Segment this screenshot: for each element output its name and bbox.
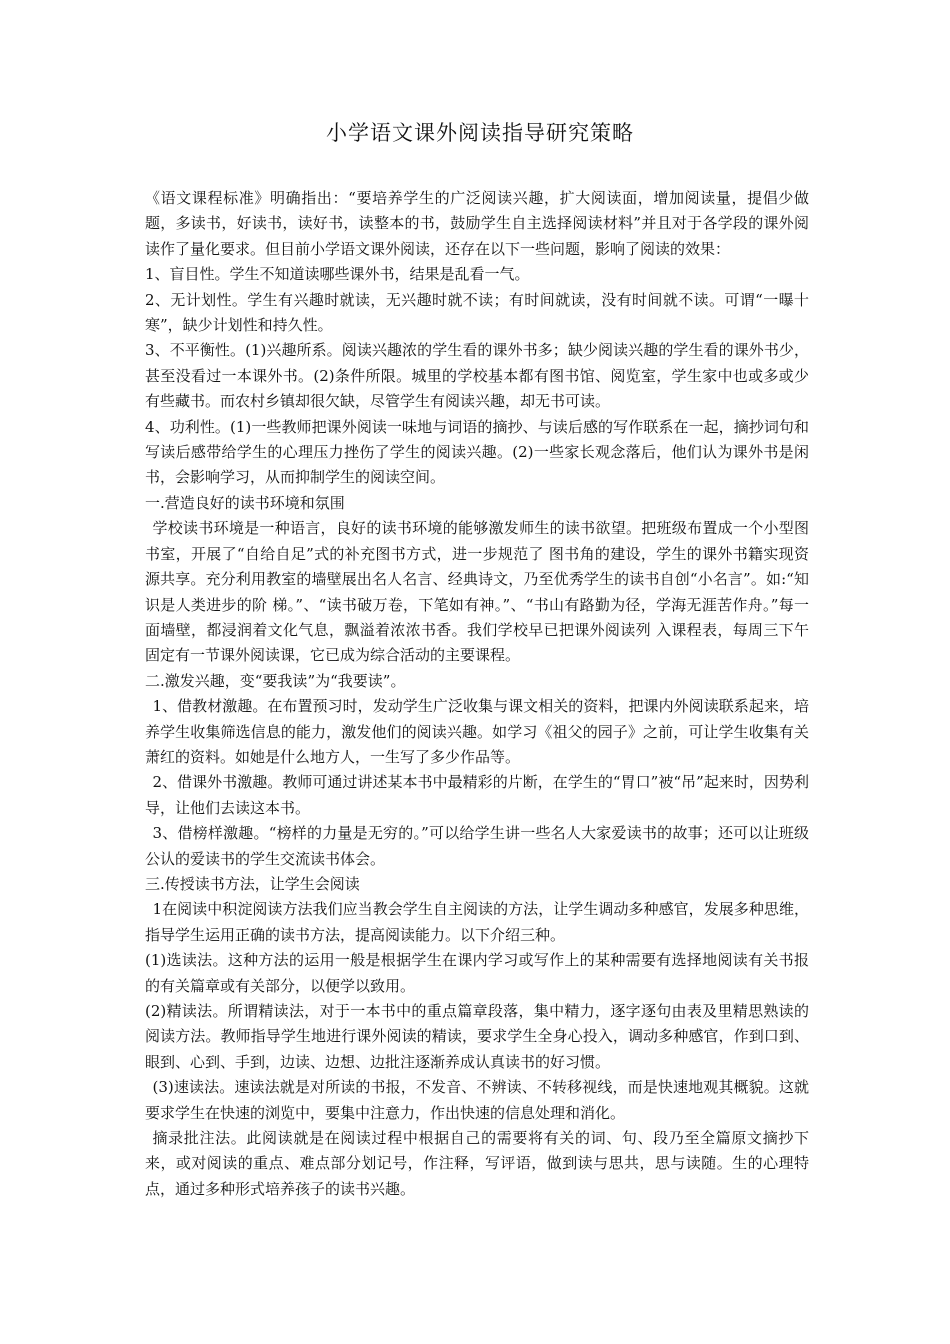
problem-3: 3、不平衡性。(1)兴趣所系。阅读兴趣浓的学生看的课外书多；缺少阅读兴趣的学生看的课外书少，甚至没看过一本课外书。(2)条件所限。城里的学校基本都有图书馆、阅览室，学生家中也或多或少有些藏书。而农村乡镇却很欠缺，尽管学生有阅读兴趣，却无书可读。 (145, 341, 809, 411)
document-body (145, 186, 809, 1202)
section-2-item-1: 1、借教材激趣。在布置预习时，发动学生广泛收集与课文相关的资料，把课内外阅读联系起来，培养学生收集筛选信息的能力，激发他们的阅读兴趣。如学习《祖父的园子》之前，可让学生收集有关萧红的资料。如她是什么地方人，一生写了多少作品等。 (145, 697, 809, 766)
document-page (145, 118, 809, 1202)
section-heading-1: 一.营造良好的读书环境和氛围 (145, 493, 345, 512)
section-2-item-3: 3、借榜样激趣。“榜样的力量是无穷的。”可以给学生讲一些名人大家爱读书的故事；还可以让班级公认的爱读书的学生交流读书体会。 (145, 824, 809, 868)
method-intensive-reading: (2)精读法。所谓精读法，对于一本书中的重点篇章段落，集中精力，逐字逐句由表及里精思熟读的阅读方法。教师指导学生地进行课外阅读的精读，要求学生全身心投入，调动多种感官，作到口到、眼到、心到、手到，边读、边想、边批注逐渐养成认真读书的好习惯。 (145, 1002, 809, 1071)
section-heading-3: 三.传授读书方法，让学生会阅读 (145, 874, 360, 893)
intro-paragraph: 《语文课程标准》明确指出：“要培养学生的广泛阅读兴趣，扩大阅读面，增加阅读量，提倡少做题，多读书，好读书，读好书，读整本的书，鼓励学生自主选择阅读材料”并且对于各学段的课外阅读作了量化要求。但目前小学语文课外阅读，还存在以下一些问题，影响了阅读的效果： (145, 189, 809, 258)
problem-4: 4、功利性。(1)一些教师把课外阅读一味地与词语的摘抄、与读后感的写作联系在一起，摘抄词句和写读后感带给学生的心理压力挫伤了学生的阅读兴趣。(2)一些家长观念落后，他们认为课外书是闲书，会影响学习，从而抑制学生的阅读空间。 (145, 417, 809, 487)
method-selective-reading: (1)选读法。这种方法的运用一般是根据学生在课内学习或写作上的某种需要有选择地阅读有关书报的有关篇章或有关部分，以便学以致用。 (145, 951, 809, 995)
section-2-item-2: 2、借课外书激趣。教师可通过讲述某本书中最精彩的片断，在学生的“胃口”被“吊”起来时，因势利导，让他们去读这本书。 (145, 773, 809, 817)
method-excerpt-annotation: 摘录批注法。此阅读就是在阅读过程中根据自己的需要将有关的词、句、段乃至全篇原文摘抄下来，或对阅读的重点、难点部分划记号，作注释，写评语，做到读与思共，思与读随。生的心理特点，通过多种形式培养孩子的读书兴趣。 (145, 1129, 809, 1198)
problem-2: 2、无计划性。学生有兴趣时就读，无兴趣时就不读；有时间就读，没有时间就不读。可谓“一曝十寒”，缺少计划性和持久性。 (145, 290, 809, 335)
document-title: 小学语文课外阅读指导研究策略 (326, 121, 634, 145)
section-1-body: 学校读书环境是一种语言，良好的读书环境的能够激发师生的读书欲望。把班级布置成一个小型图书室，开展了“自给自足”式的补充图书方式，进一步规范了 图书角的建设，学生的课外书籍实现资源共享。充分利用教室的墙壁展出名人名言、经典诗文，乃至优秀学生的读书自创“小名言”。如:“知识是人类进步的阶 梯。”、“读书破万卷，下笔如有神。”、“书山有路勤为径，学海无涯苦作舟。”每一面墙壁，都浸润着文化气息，飘溢着浓浓书香。我们学校早已把课外阅读列 入课程表，每周三下午固定有一节课外阅读课，它已成为综合活动的主要课程。 (145, 519, 809, 665)
problem-1: 1、盲目性。学生不知道读哪些课外书，结果是乱看一气。 (145, 265, 530, 284)
section-3-intro: 1在阅读中积淀阅读方法我们应当教会学生自主阅读的方法，让学生调动多种感官，发展多种思维，指导学生运用正确的读书方法，提高阅读能力。以下介绍三种。 (145, 900, 809, 944)
section-heading-2: 二.激发兴趣，变“要我读”为“我要读”。 (145, 671, 406, 690)
method-speed-reading: (3)速读法。速读法就是对所读的书报，不发音、不辨读、不转移视线，而是快速地观其概貌。这就要求学生在快速的浏览中，要集中注意力，作出快速的信息处理和消化。 (145, 1078, 809, 1122)
